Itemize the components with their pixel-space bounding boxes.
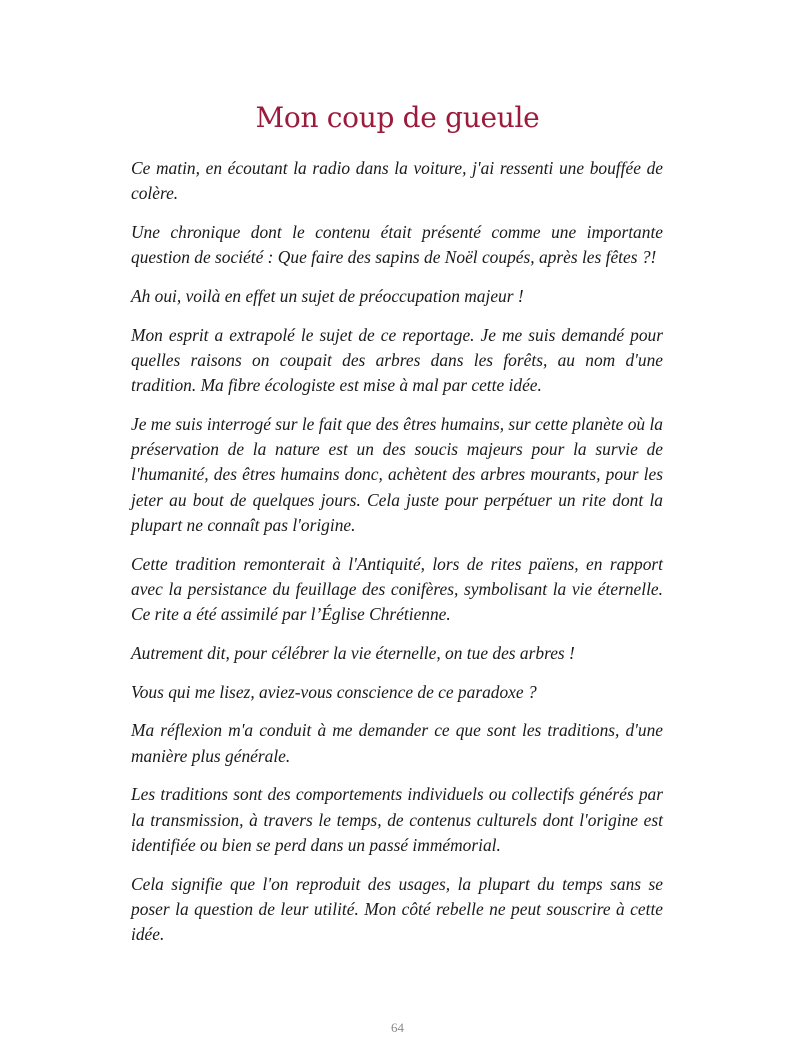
paragraph-5: Je me suis interrogé sur le fait que des êtres humains, sur cette planète où la préservation de la nature est un des soucis majeurs pour la survie de l'humanité, des êtres humains donc, achètent des arbres mourants, pour les jeter au bout de quelques jours. Cela juste pour perpétuer un rite dont la plupart ne connaît pas l'origine.: [131, 414, 663, 535]
paragraph-9: Ma réflexion m'a conduit à me demander ce que sont les traditions, d'une manière plus générale.: [131, 720, 663, 766]
chapter-body: [131, 156, 663, 961]
paragraph-3: Ah oui, voilà en effet un sujet de préoccupation majeur !: [131, 286, 524, 306]
paragraph-2: Une chronique dont le contenu était présenté comme une importante question de société : Que faire des sapins de Noël coupés, après les fêtes ?!: [131, 222, 663, 268]
paragraph-11: Cela signifie que l'on reproduit des usages, la plupart du temps sans se poser la question de leur utilité. Mon côté rebelle ne peut souscrire à cette idée.: [131, 873, 663, 945]
paragraph-7: Autrement dit, pour célébrer la vie éternelle, on tue des arbres !: [131, 642, 575, 663]
paragraph-4: Mon esprit a extrapolé le sujet de ce reportage. Je me suis demandé pour quelles raisons on coupait des arbres dans les forêts, au nom d'une tradition. Ma fibre écologiste est mise à mal par cette idée.: [131, 324, 663, 396]
page-number: 64: [391, 1020, 404, 1035]
paragraph-8: Vous qui me lisez, aviez-vous conscience de ce paradoxe ?: [131, 681, 537, 702]
paragraph-6: Cette tradition remonterait à l'Antiquité, lors de rites païens, en rapport avec la persistance du feuillage des conifères, symbolisant la vie éternelle. Ce rite a été assimilé par l’Église Chrétienne.: [131, 553, 663, 625]
paragraph-1: Ce matin, en écoutant la radio dans la voiture, j'ai ressenti une bouffée de colère.: [131, 158, 663, 204]
paragraph-10: Les traditions sont des comportements individuels ou collectifs générés par la transmission, à travers le temps, de contenus culturels dont l'origine est identifiée ou bien se perd dans un passé immémorial.: [131, 784, 663, 855]
chapter-title: Mon coup de gueule: [255, 101, 540, 134]
